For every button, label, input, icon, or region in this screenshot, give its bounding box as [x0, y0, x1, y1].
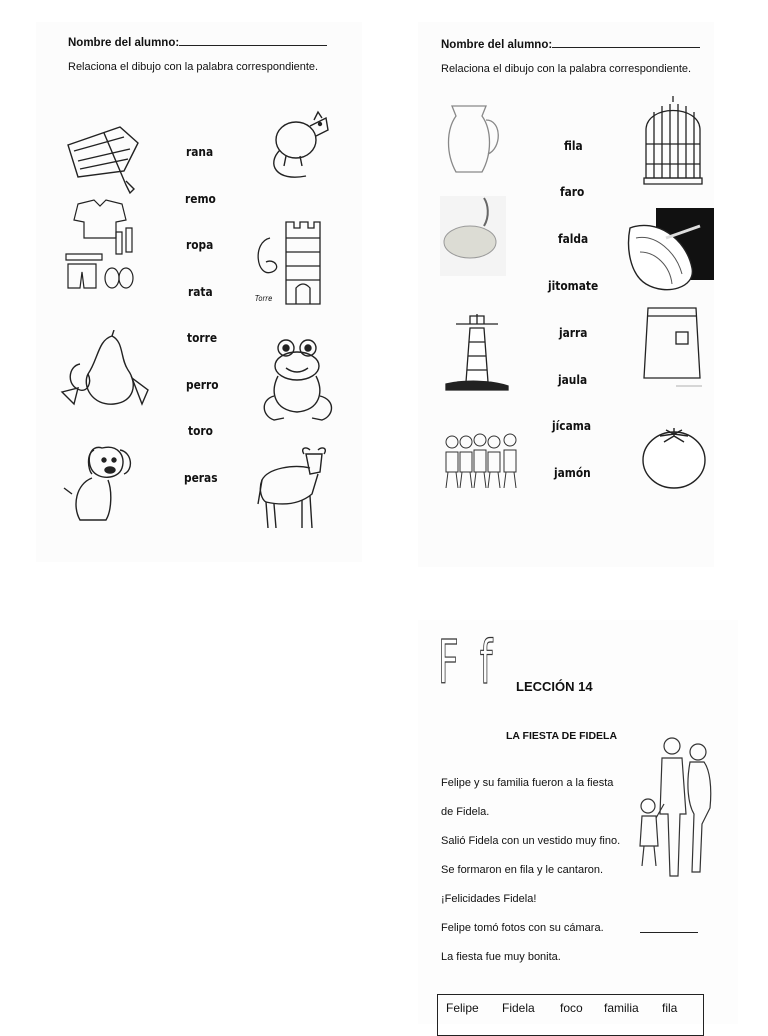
story-title: LA FIESTA DE FIDELA — [506, 730, 618, 742]
word-bank-item: foco — [560, 1001, 583, 1015]
word-item: rata — [188, 284, 213, 299]
story-line: Felipe y su familia fueron a la fiesta — [441, 777, 614, 789]
birdcage-icon — [642, 94, 704, 188]
lesson-title: LECCIÓN 14 — [516, 679, 593, 694]
student-name-label: Nombre del alumno: — [441, 39, 553, 51]
skirt-icon — [640, 304, 704, 392]
pears-icon — [58, 330, 152, 410]
rat-icon — [266, 106, 334, 182]
story-line: de Fidela. — [441, 806, 490, 818]
instruction-text: Relaciona el dibujo con la palabra correspondiente. — [441, 63, 692, 75]
word-item: falda — [558, 231, 589, 246]
word-bank-item: fila — [662, 1001, 678, 1015]
word-item: jamón — [554, 465, 591, 480]
tower-caption: Torre — [255, 294, 273, 303]
word-item: rana — [186, 144, 214, 159]
word-item: jitomate — [548, 278, 599, 293]
answer-blank[interactable] — [640, 932, 698, 933]
boat-icon — [64, 115, 144, 195]
story-line: La fiesta fue muy bonita. — [441, 951, 561, 963]
tomato-icon — [640, 420, 708, 492]
bull-icon — [254, 444, 330, 530]
word-bank-item: Fidela — [502, 1001, 535, 1015]
ham-icon — [626, 208, 714, 298]
story-line: Salió Fidela con un vestido muy fino. — [441, 835, 621, 847]
children-line-icon — [442, 430, 524, 492]
story-line: Se formaron en fila y le cantaron. — [441, 864, 604, 876]
jug-icon — [442, 102, 504, 180]
word-item: peras — [184, 470, 218, 485]
story-line: ¡Felicidades Fidela! — [441, 893, 537, 905]
lesson-letters: F f — [438, 628, 498, 698]
word-item: fila — [564, 138, 583, 153]
student-name-field[interactable] — [68, 34, 327, 49]
family-icon — [634, 734, 720, 880]
word-item: ropa — [186, 237, 214, 252]
word-item: faro — [560, 184, 585, 199]
name-blank[interactable] — [179, 34, 327, 46]
word-item: jícama — [552, 418, 591, 433]
lighthouse-icon — [444, 312, 510, 392]
instruction-text: Relaciona el dibujo con la palabra correspondiente. — [68, 61, 319, 73]
word-item: remo — [185, 191, 216, 206]
word-item: toro — [188, 423, 213, 438]
jicama-icon — [440, 196, 506, 276]
word-item: jaula — [558, 372, 588, 387]
frog-icon — [260, 336, 336, 428]
clothes-icon — [60, 198, 140, 292]
story-line: Felipe tomó fotos con su cámara. — [441, 922, 604, 934]
word-item: perro — [186, 377, 219, 392]
student-name-label: Nombre del alumno: — [68, 37, 180, 49]
name-blank[interactable] — [552, 36, 700, 48]
word-item: torre — [187, 330, 218, 345]
word-item: jarra — [559, 325, 588, 340]
word-bank — [437, 994, 704, 1036]
student-name-field[interactable] — [441, 36, 700, 51]
word-bank-item: Felipe — [446, 1001, 479, 1015]
dog-icon — [62, 440, 144, 526]
word-bank-item: familia — [604, 1001, 639, 1015]
